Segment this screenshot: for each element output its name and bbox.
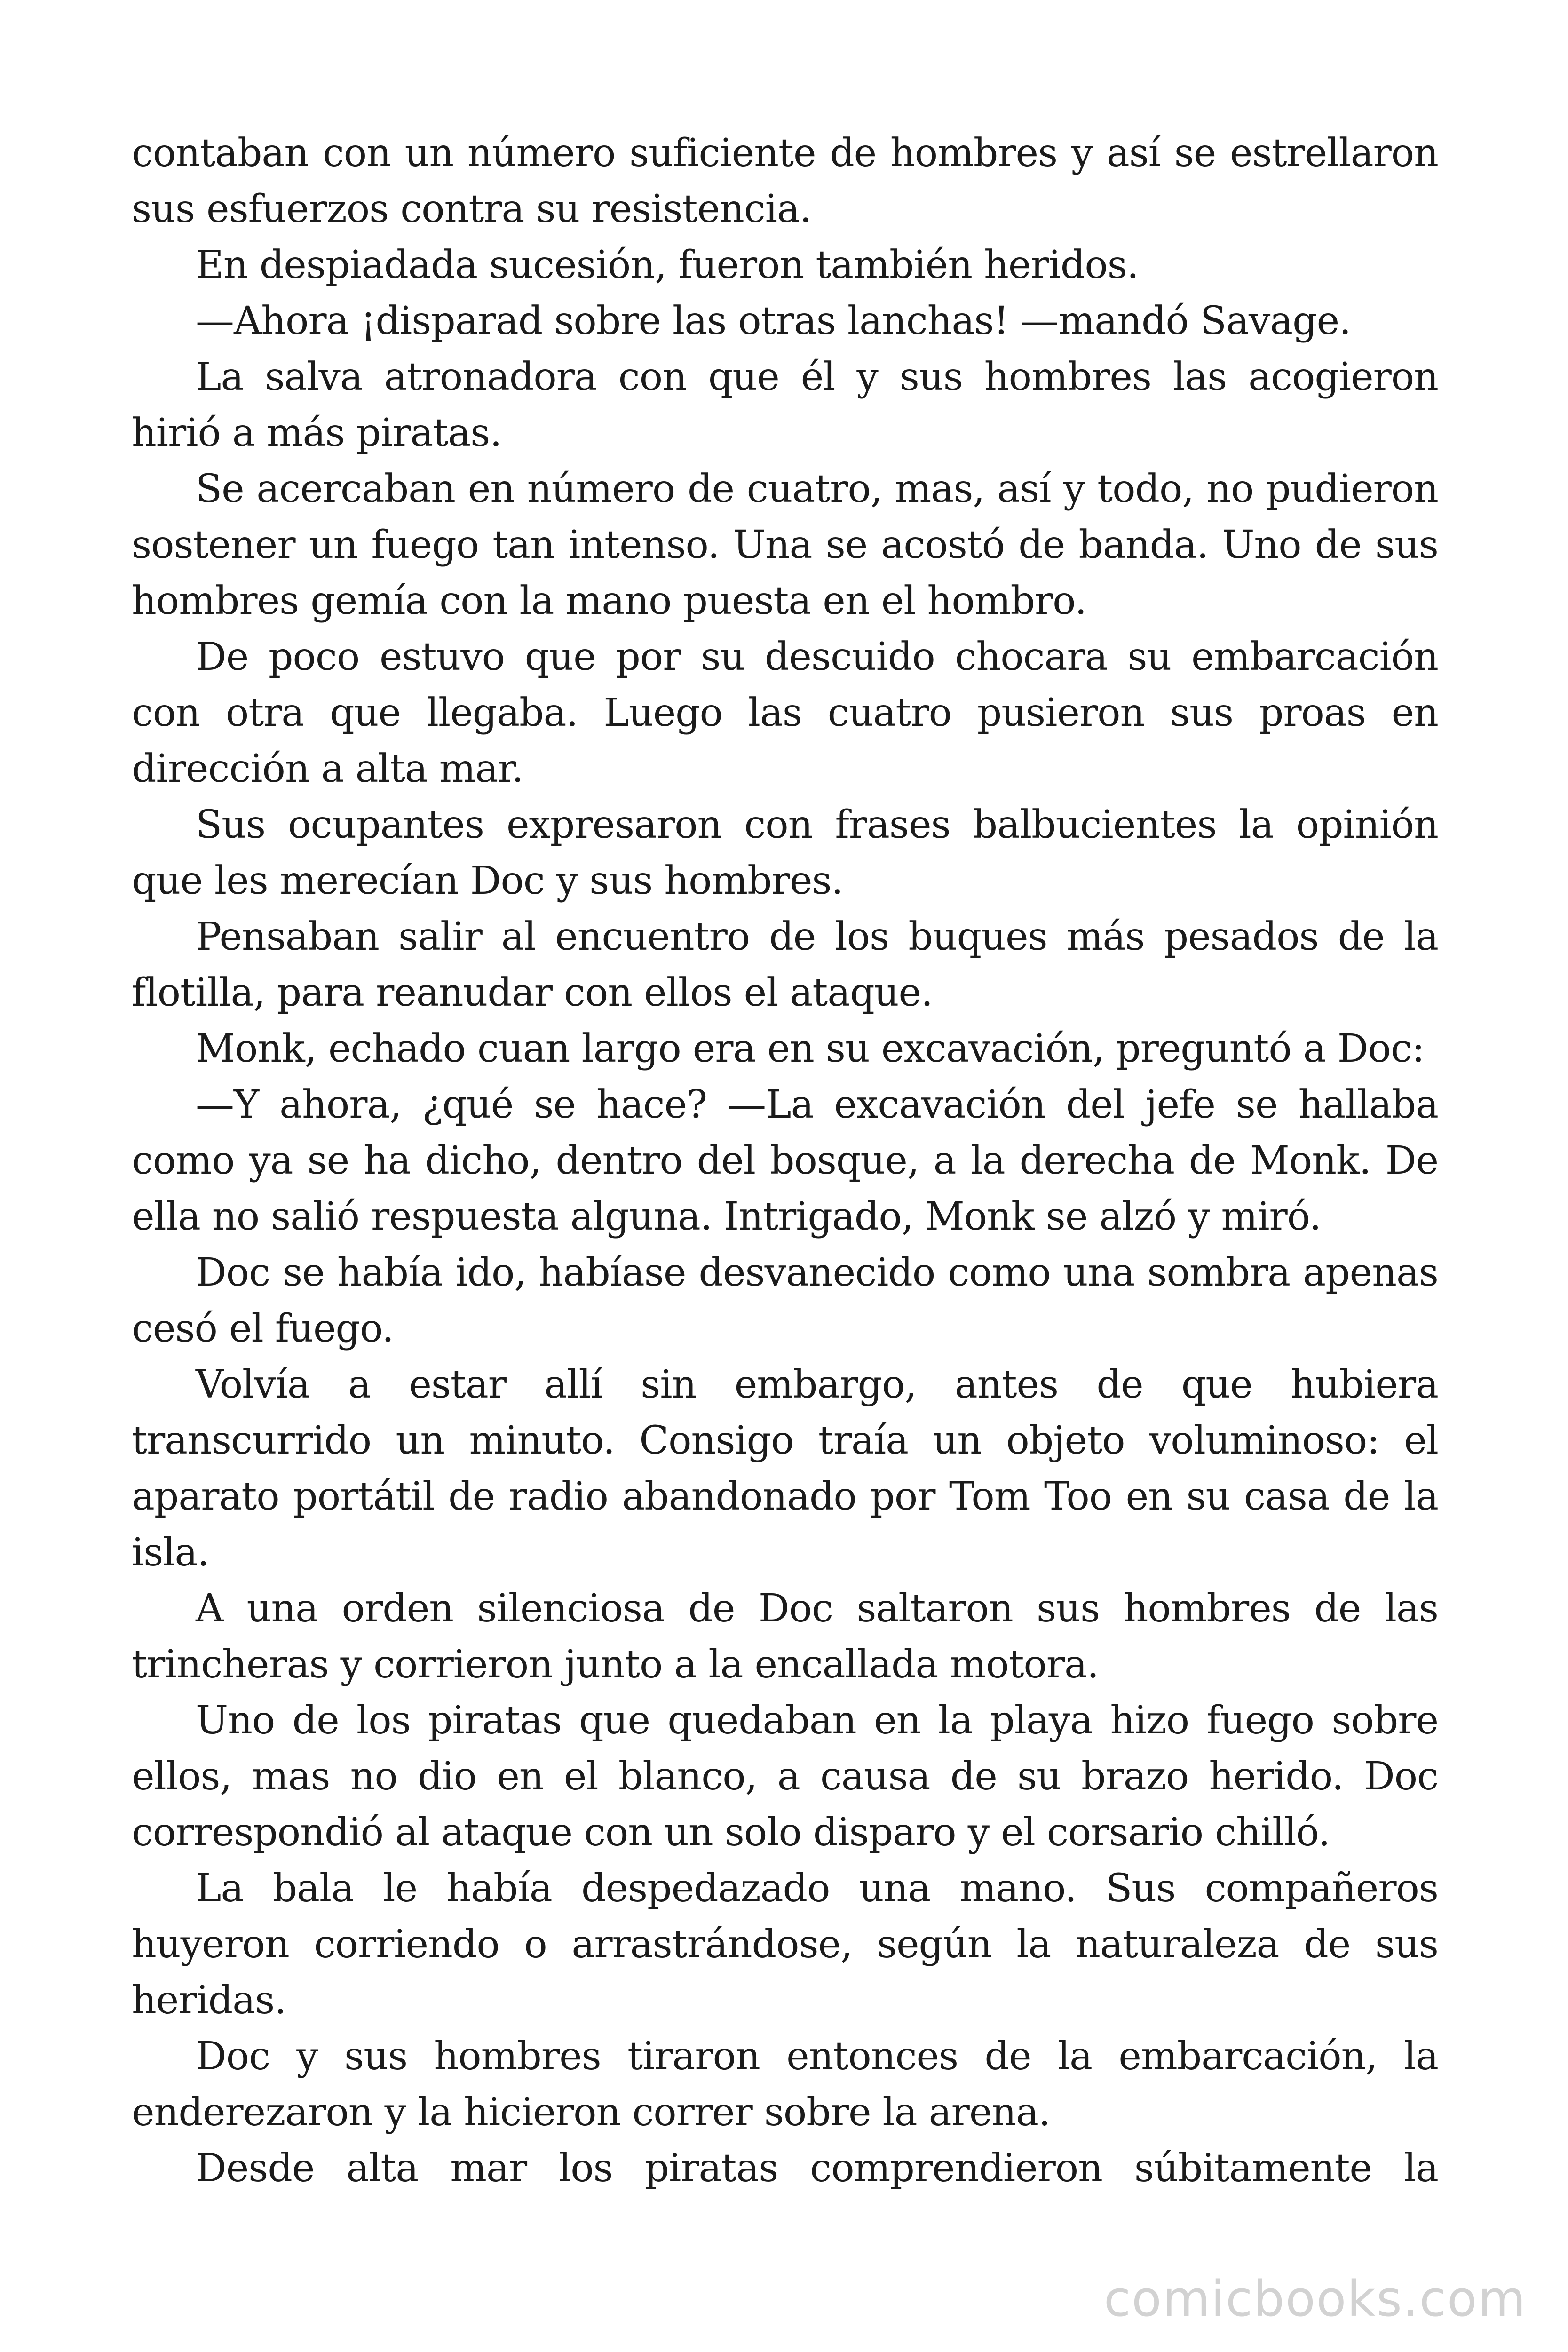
paragraph: Se acercaban en número de cuatro, mas, así y todo, no pudieron sostener un fuego tan intenso. Una se acostó de banda. Uno de sus hombres gemía con la mano puesta en el hombro. <box>132 467 1438 623</box>
paragraph: De poco estuvo que por su descuido chocara su embarcación con otra que llegaba. Luego las cuatro pusieron sus proas en dirección a alta mar. <box>132 635 1438 791</box>
paragraph-continued: Desde alta mar los piratas comprendieron súbitamente la <box>196 2146 1438 2191</box>
paragraph: —Ahora ¡disparad sobre las otras lanchas! —mandó Savage. <box>196 299 1351 343</box>
watermark: comicbooks.com <box>1103 2270 1527 2328</box>
paragraph: Monk, echado cuan largo era en su excavación, preguntó a Doc: <box>196 1026 1425 1071</box>
paragraph: Pensaban salir al encuentro de los buques más pesados de la flotilla, para reanudar con ellos el ataque. <box>132 914 1438 1015</box>
paragraph: A una orden silenciosa de Doc saltaron sus hombres de las trincheras y corrieron junto a la encallada motora. <box>132 1586 1438 1687</box>
paragraph: —Y ahora, ¿qué se hace? —La excavación del jefe se hallaba como ya se ha dicho, dentro del bosque, a la derecha de Monk. De ella no salió respuesta alguna. Intrigado, Monk se alzó y miró. <box>132 1082 1438 1239</box>
paragraph: La salva atronadora con que él y sus hombres las acogieron hirió a más piratas. <box>132 355 1438 455</box>
paragraph: Uno de los piratas que quedaban en la playa hizo fuego sobre ellos, mas no dio en el blanco, a causa de su brazo herido. Doc correspondió al ataque con un solo disparo y el corsario chilló. <box>132 1698 1438 1855</box>
paragraph: Doc y sus hombres tiraron entonces de la embarcación, la enderezaron y la hicieron correr sobre la arena. <box>132 2034 1438 2135</box>
page-text <box>132 125 1438 2196</box>
paragraph: En despiadada sucesión, fueron también heridos. <box>196 243 1139 287</box>
paragraph: Doc se había ido, habíase desvanecido como una sombra apenas cesó el fuego. <box>132 1250 1438 1351</box>
paragraph: Volvía a estar allí sin embargo, antes de que hubiera transcurrido un minuto. Consigo traía un objeto voluminoso: el aparato portátil de radio abandonado por Tom Too en su casa de la isla. <box>132 1362 1438 1575</box>
paragraph: contaban con un número suficiente de hombres y así se estrellaron sus esfuerzos contra su resistencia. <box>132 131 1438 231</box>
paragraph: La bala le había despedazado una mano. Sus compañeros huyeron corriendo o arrastrándose, según la naturaleza de sus heridas. <box>132 1866 1438 2023</box>
paragraph: Sus ocupantes expresaron con frases balbucientes la opinión que les merecían Doc y sus hombres. <box>132 803 1438 903</box>
